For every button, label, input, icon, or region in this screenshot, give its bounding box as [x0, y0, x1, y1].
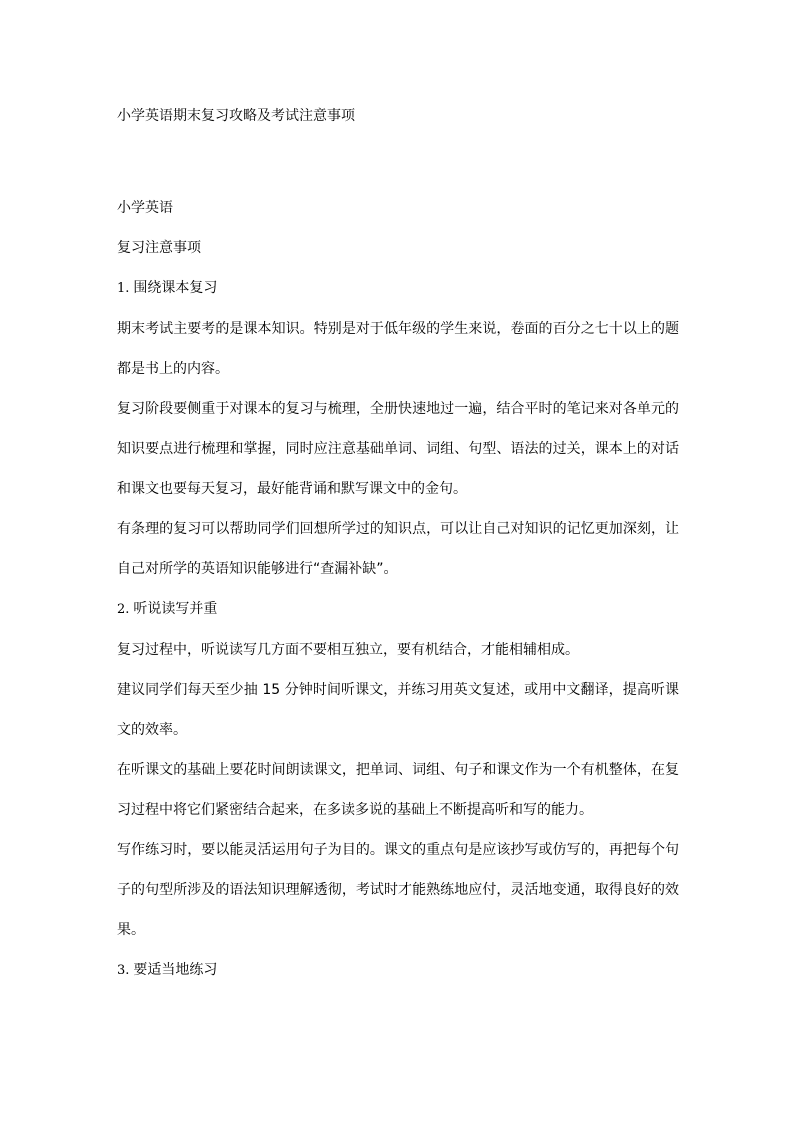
list-item-number: 3.: [117, 963, 130, 978]
list-item-heading: [117, 589, 679, 630]
paragraph: 复习阶段要侧重于对课本的复习与梳理，全册快速地过一遍，结合平时的笔记来对各单元的知识要点进行梳理和掌握，同时应注意基础单词、词组、句型、语法的过关，课本上的对话和课文也要每天复习，最好能背诵和默写课文中的金句。: [117, 401, 679, 497]
list-item-number: 1.: [117, 281, 130, 296]
list-item-number: 2.: [117, 602, 130, 617]
list-item-heading: [117, 950, 679, 991]
paragraph: 写作练习时，要以能灵活运用句子为目的。课文的重点句是应该抄写或仿写的，再把每个句子的句型所涉及的语法知识理解透彻，考试时才能熟练地应付，灵活地变通，取得良好的效果。: [117, 842, 679, 938]
paragraph: 在听课文的基础上要花时间朗读课文，把单词、词组、句子和课文作为一个有机整体，在复习过程中将它们紧密结合起来，在多读多说的基础上不断提高听和写的能力。: [117, 762, 679, 818]
list-item-heading: [117, 268, 679, 309]
list-item-heading-text: 围绕课本复习: [133, 280, 218, 296]
subtitle: 小学英语: [117, 200, 173, 216]
paragraph: 有条理的复习可以帮助同学们回想所学过的知识点，可以让自己对知识的记忆更加深刻，让自己对所学的英语知识能够进行“查漏补缺”。: [117, 521, 679, 577]
paragraph: 期末考试主要考的是课本知识。特别是对于低年级的学生来说，卷面的百分之七十以上的题都是书上的内容。: [117, 321, 679, 377]
list-item-heading-text: 要适当地练习: [133, 962, 218, 978]
paragraph: 建议同学们每天至少抽 15 分钟时间听课文，并练习用英文复述，或用中文翻译，提高听课文的效率。: [117, 682, 679, 738]
section-heading: 复习注意事项: [117, 240, 201, 256]
paragraph: 复习过程中，听说读写几方面不要相互独立，要有机结合，才能相辅相成。: [117, 642, 579, 658]
document-body: [117, 188, 679, 991]
document-title: 小学英语期末复习攻略及考试注意事项: [117, 108, 355, 124]
list-item-heading-text: 听说读写并重: [133, 601, 218, 617]
